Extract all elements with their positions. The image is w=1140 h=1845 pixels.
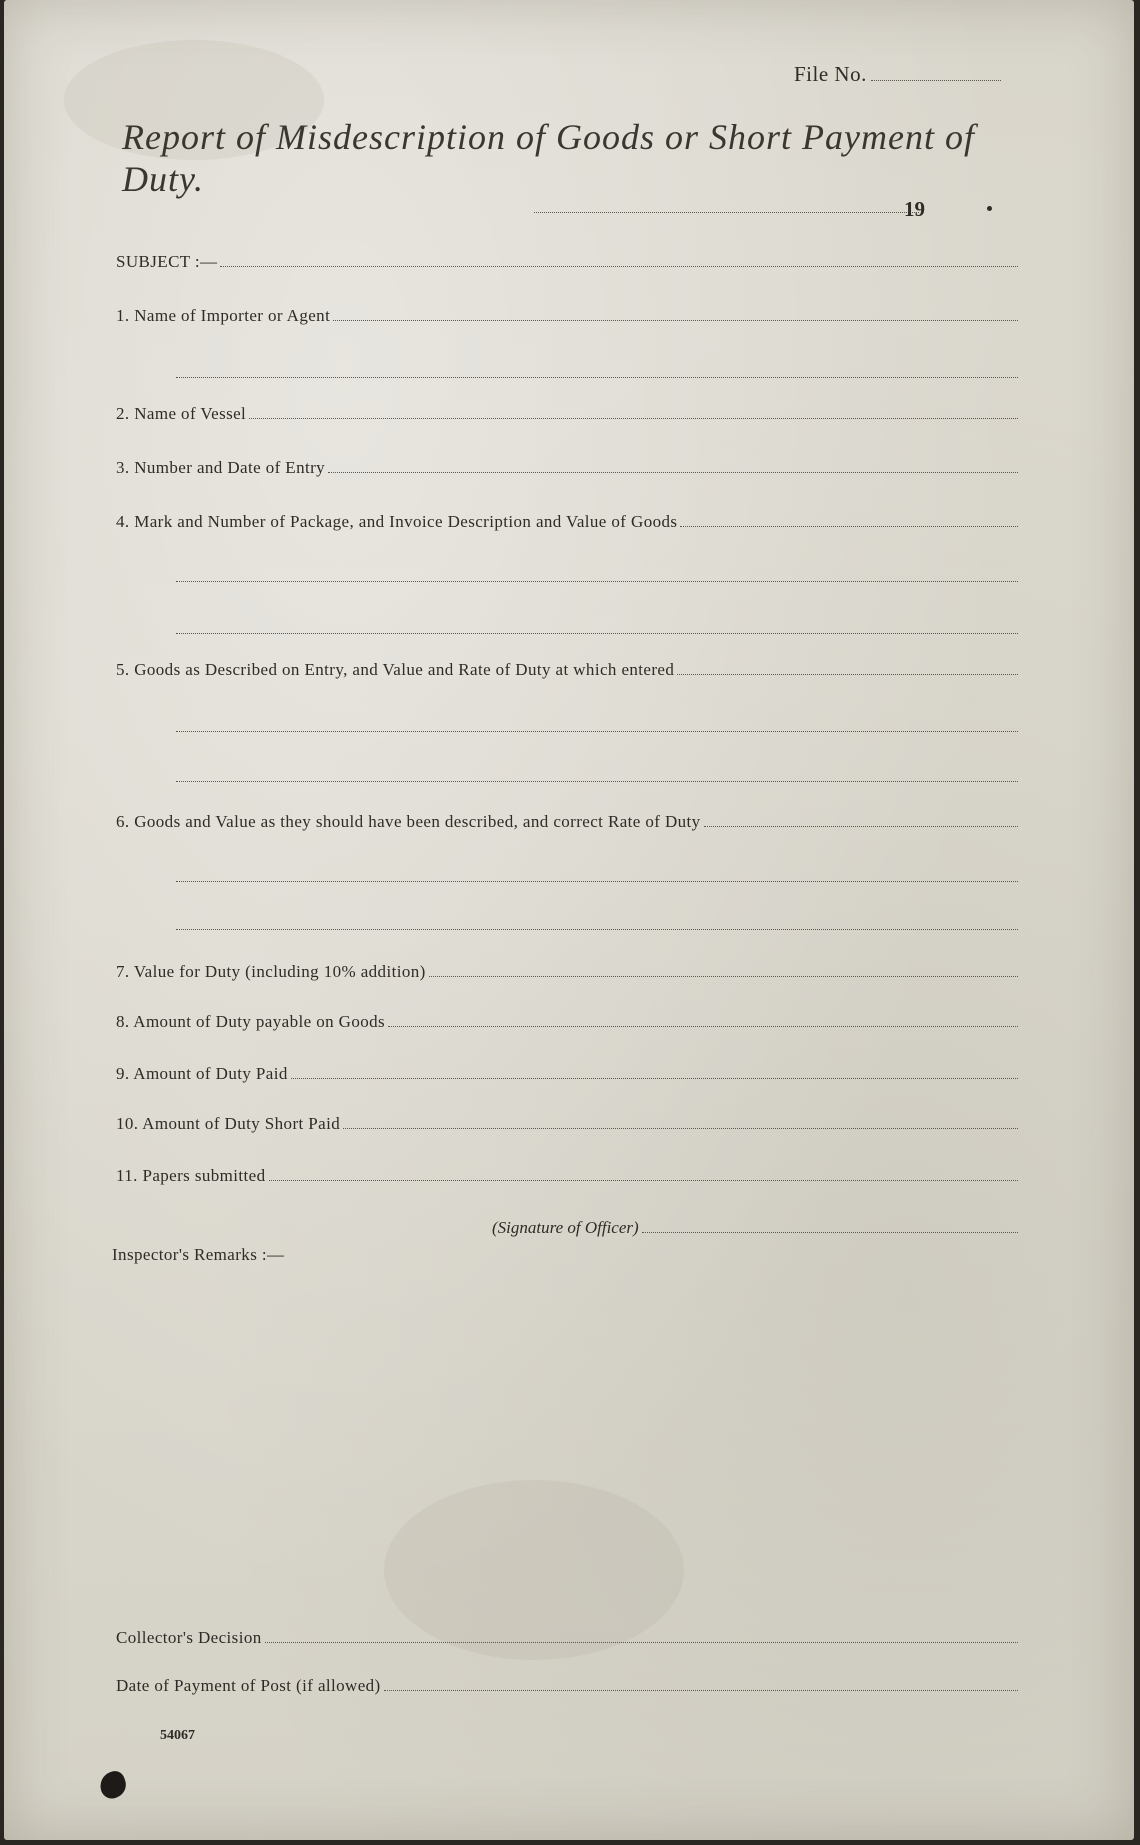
field-blank-4-continued[interactable]: [176, 632, 1018, 634]
field-label-2: 2. Name of Vessel: [116, 404, 247, 423]
ink-mark: [96, 1768, 129, 1801]
field-blank-8[interactable]: [388, 1025, 1018, 1027]
field-blank-11[interactable]: [269, 1179, 1019, 1181]
date-of-payment-blank[interactable]: [384, 1689, 1018, 1691]
field-label-3: 3. Number and Date of Entry: [116, 458, 326, 477]
file-number-blank[interactable]: [871, 79, 1001, 81]
field-blank-6[interactable]: [704, 825, 1018, 827]
field-label-8: 8. Amount of Duty payable on Goods: [116, 1012, 386, 1031]
field-blank-7[interactable]: [429, 975, 1018, 977]
field-blank-9[interactable]: [291, 1077, 1018, 1079]
field-blank-5[interactable]: [677, 673, 1018, 675]
field-row-6: [116, 812, 1018, 832]
officer-signature-blank[interactable]: [642, 1231, 1018, 1233]
field-label-1: 1. Name of Importer or Agent: [116, 306, 331, 325]
field-blank-5-continued[interactable]: [176, 780, 1018, 782]
date-of-payment-label: Date of Payment of Post (if allowed): [116, 1676, 381, 1695]
field-blank-6-continued[interactable]: [176, 928, 1018, 930]
field-blank-1-continued[interactable]: [176, 376, 1018, 378]
subject-label: SUBJECT :—: [116, 252, 218, 271]
field-row-7: [116, 962, 1018, 982]
subject-blank[interactable]: [220, 265, 1018, 267]
collector-decision-label: Collector's Decision: [116, 1628, 262, 1647]
field-blank-6-continued[interactable]: [176, 880, 1018, 882]
field-label-6: 6. Goods and Value as they should have been described, and correct Rate of Duty: [116, 812, 701, 831]
field-row-3: [116, 458, 1018, 478]
field-row-11: [116, 1166, 1018, 1186]
collector-decision-row: [116, 1628, 1018, 1648]
field-label-4: 4. Mark and Number of Package, and Invoice Description and Value of Goods: [116, 512, 678, 531]
field-row-10: [116, 1114, 1018, 1134]
field-blank-3[interactable]: [328, 471, 1018, 473]
date-dot: [987, 206, 992, 211]
form-title: Report of Misdescription of Goods or Short Payment of Duty.: [122, 117, 975, 199]
field-row-4: [116, 512, 1018, 532]
field-label-10: 10. Amount of Duty Short Paid: [116, 1114, 341, 1133]
field-row-5: [116, 660, 1018, 680]
collector-decision-blank[interactable]: [265, 1641, 1018, 1643]
form-number: 54067: [160, 1728, 195, 1743]
field-row-9: [116, 1064, 1018, 1084]
officer-signature-label: (Signature of Officer): [492, 1218, 639, 1237]
field-label-11: 11. Papers submitted: [116, 1166, 266, 1185]
file-number-label: File No.: [794, 62, 867, 86]
field-label-7: 7. Value for Duty (including 10% addition): [116, 962, 426, 981]
inspector-remarks-label: Inspector's Remarks :—: [112, 1245, 285, 1264]
officer-signature-row: [492, 1218, 1018, 1238]
date-blank[interactable]: [534, 212, 919, 213]
form-sheet: [4, 0, 1134, 1840]
field-row-8: [116, 1012, 1018, 1032]
field-blank-10[interactable]: [343, 1127, 1018, 1129]
field-row-1: [116, 306, 1018, 326]
subject-row: [116, 252, 1018, 272]
file-number-field: [794, 62, 1001, 87]
field-row-2: [116, 404, 1018, 424]
field-blank-4-continued[interactable]: [176, 580, 1018, 582]
date-of-payment-row: [116, 1676, 1018, 1696]
field-label-5: 5. Goods as Described on Entry, and Value and Rate of Duty at which entered: [116, 660, 675, 679]
field-blank-4[interactable]: [680, 525, 1018, 527]
field-blank-1[interactable]: [333, 319, 1018, 321]
field-blank-5-continued[interactable]: [176, 730, 1018, 732]
field-blank-2[interactable]: [249, 417, 1018, 419]
field-label-9: 9. Amount of Duty Paid: [116, 1064, 288, 1083]
date-year-label: 19: [904, 197, 925, 221]
